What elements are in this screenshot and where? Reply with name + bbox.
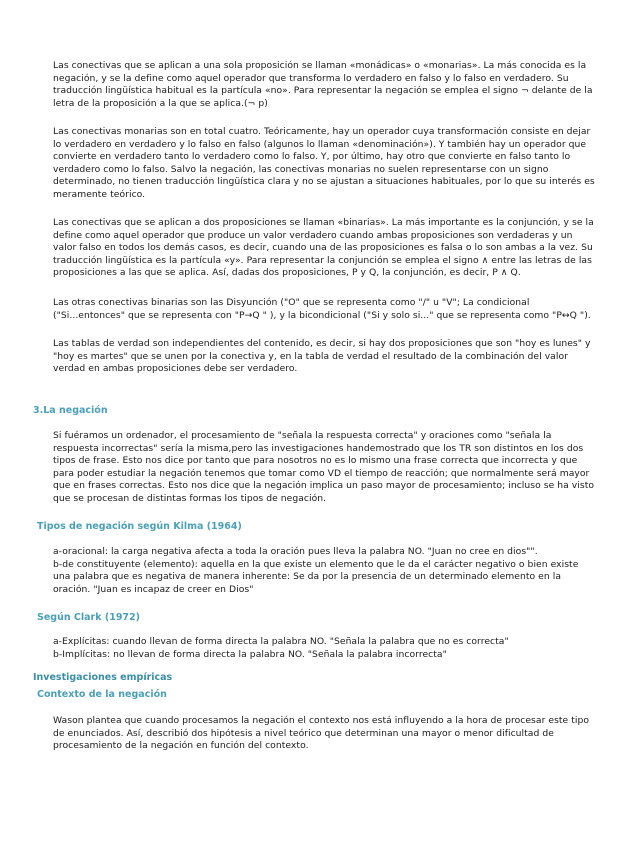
kilma-item-constituyente: b-de constituyente (elemento): aquella en la que existe un elemento que le da el carácter negativo o bien existe una palabra que es negativa de manera inherente: Se da por la presencia de un determinado elemento en la oración. "Juan es incapaz de creer en Dios" bbox=[53, 558, 579, 595]
kilma-item-oracional: a-oracional: la carga negativa afecta a toda la oración pues lleva la palabra NO. "Juan no cree en dios"". bbox=[53, 546, 538, 557]
clark-list bbox=[53, 636, 598, 661]
clark-item-implicitas: b-Implícitas: no llevan de forma directa la palabra NO. "Señala la palabra incorrecta" bbox=[53, 648, 447, 660]
heading-clark: Según Clark (1972) bbox=[37, 612, 140, 623]
paragraph-binarias: Las conectivas que se aplican a dos proposiciones se llaman «binarias». La más importante es la conjunción, y se la define como aquel operador que produce un valor verdadero cuando ambas proposiciones son verdaderas y un valor falso en todos los demás casos, es decir, cuando una de las proposiciones es falsa o lo son ambas a la vez. Su traducción lingüística es la partícula «y». Para representar la conjunción se emplea el signo ∧ entre las letras de las proposiciones a las que se aplica. Así, dadas dos proposiciones, P y Q, la conjunción, es decir, P ∧ Q. bbox=[53, 217, 594, 279]
heading-contexto: Contexto de la negación bbox=[37, 689, 167, 700]
paragraph-monadic-connectives: Las conectivas que se aplican a una sola proposición se llaman «monádicas» o «monarias». La más conocida es la negación, y se la define como aquel operador que transforma lo verdadero en falso y lo falso en verdadero. Su traducción lingüística habitual es la partícula «no». Para representar la negación se emplea el signo ¬ delante de la letra de la proposición a la que se aplica.(¬ p) bbox=[53, 60, 593, 109]
heading-investigaciones: Investigaciones empíricas bbox=[33, 672, 173, 683]
heading-kilma: Tipos de negación según Kilma (1964) bbox=[37, 521, 242, 532]
paragraph-monarias: Las conectivas monarias son en total cuatro. Teóricamente, hay un operador cuya transformación consiste en dejar lo verdadero en verdadero y lo falso en falso (algunos lo llaman «denominación»). Y también hay un operador que convierte en verdadero tanto lo verdadero como lo falso. Y, por último, hay otro que convierte en falso tanto lo verdadero como lo falso. Salvo la negación, las conectivas monarias no suelen representarse con un signo determinado, no tienen traducción lingüística clara y no se ajustan a situaciones habituales, por lo que su interés es meramente teórico. bbox=[53, 126, 595, 200]
paragraph-ordenador: Si fuéramos un ordenador, el procesamiento de "señala la respuesta correcta" y oraciones como "señala la respuesta incorrectas" sería la misma,pero las investigaciones handemostrado que los TR son distintos en los dos tipos de frase. Esto nos dice por tanto que para nosotros no es lo mismo una frase correcta que incorrecta y que para poder estudiar la negación tenemos que tomar como VD el tiempo de reacción; que normalmente será mayor que en frases correctas. Esto nos dice que la negación implica un paso mayor de procesamiento; incluso se ha visto que se procesan de distintas formas los tipos de negación. bbox=[53, 430, 595, 504]
clark-item-explicitas: a-Explícitas: cuando llevan de forma directa la palabra NO. "Señala la palabra que no es correcta" bbox=[53, 636, 509, 647]
paragraph-wason: Wason plantea que cuando procesamos la negación el contexto nos está influyendo a la hora de procesar este tipo de enunciados. Así, describió dos hipótesis a nivel teórico que determinan una mayor o menor dificultad de procesamiento de la negación en función del contexto. bbox=[53, 715, 590, 752]
heading-la-negacion: 3.La negación bbox=[33, 405, 108, 416]
paragraph-truth-tables: Las tablas de verdad son independientes del contenido, es decir, si hay dos proposiciones que son "hoy es lunes" y "hoy es martes" que se unen por la conectiva y, en la tabla de verdad el resultado de la combinación del valor verdad en ambas proposiciones debe ser verdadero. bbox=[53, 338, 591, 375]
kilma-list bbox=[53, 546, 598, 596]
paragraph-other-binary: Las otras conectivas binarias son las Disyunción ("O" que se representa como "/" u "V"; La condicional ("Si...entonces" que se representa con "P→Q " ), y la bicondicional ("Si y solo si..." que se representa como "P↔Q "). bbox=[53, 297, 591, 321]
